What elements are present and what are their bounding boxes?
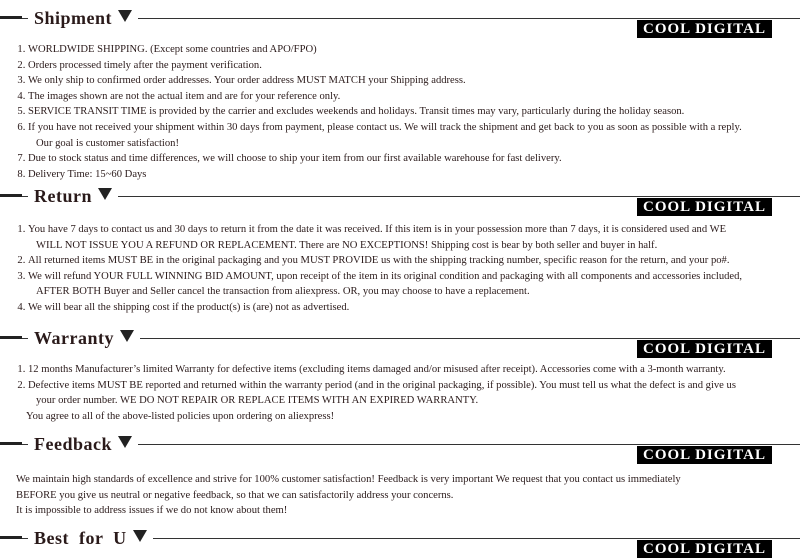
best-section: [0, 526, 800, 557]
feedback-line: BEFORE you give us neutral or negative feedback, so that we can satisfactorily address your concerns.: [16, 489, 454, 501]
warranty-note: You agree to all of the above-listed policies upon ordering on aliexpress!: [26, 410, 335, 422]
triangle-down-icon: [133, 530, 147, 542]
triangle-down-icon: [120, 330, 134, 342]
feedback-line: It is impossible to address issues if we do not know about them!: [16, 505, 288, 517]
triangle-down-icon: [118, 10, 132, 22]
warranty-list: [0, 362, 800, 409]
divider-dash: [0, 536, 22, 539]
list-item-continuation: AFTER BOTH Buyer and Seller cancel the transaction from aliexpress. OR, you may choose to have a replacement.: [36, 286, 530, 298]
list-item: 4. The images shown are not the actual item and are for your reference only.: [28, 89, 800, 105]
warranty-list-wrap: [0, 362, 800, 424]
shipment-header: [0, 6, 800, 37]
list-item: 2. All returned items MUST BE in the original packaging and you MUST PROVIDE us with the shipping tracking number, specific reason for the return, and your po#.: [28, 253, 800, 269]
return-header: [0, 184, 800, 215]
brand-badge: COOL DIGITAL: [637, 198, 772, 216]
list-item-continuation: WILL NOT ISSUE YOU A REFUND OR REPLACEMENT. There are NO EXCEPTIONS! Shipping cost is bear by both seller and buyer in half.: [36, 239, 658, 251]
list-item: 5. SERVICE TRANSIT TIME is provided by the carrier and excludes weekends and holidays. Transit times may vary, particularly during the holiday season.: [28, 104, 800, 120]
return-list: [0, 222, 800, 316]
divider-dash: [0, 336, 22, 339]
list-item-continuation: your order number. WE DO NOT REPAIR OR REPLACE ITEMS WITH AN EXPIRED WARRANTY.: [36, 395, 479, 407]
feedback-line: We maintain high standards of excellence and strive for 100% customer satisfaction! Feedback is very important We request that you contact us immediately: [16, 474, 681, 485]
best-header: [0, 526, 800, 557]
feedback-section: [0, 432, 800, 519]
list-item: 8. Delivery Time: 15~60 Days: [28, 167, 800, 183]
list-item: 1. WORLDWIDE SHIPPING. (Except some countries and APO/FPO): [28, 42, 800, 58]
brand-badge: COOL DIGITAL: [637, 446, 772, 464]
list-item: 4. We will bear all the shipping cost if the product(s) is (are) not as advertised.: [28, 300, 800, 316]
shipment-list: [0, 42, 800, 182]
list-item: 3. We only ship to confirmed order addresses. Your order address MUST MATCH your Shipping address.: [28, 73, 800, 89]
list-item: 2. Defective items MUST BE reported and returned within the warranty period (and in the original packaging, if possible). You must tell us what the defect is and give us your order number. WE DO NOT REPAIR OR REPLACE ITEMS WITH AN EXPIRED WARRANTY.: [28, 378, 800, 409]
list-item: 2. Orders processed timely after the payment verification.: [28, 58, 800, 74]
shipment-list-wrap: [0, 42, 800, 182]
list-item: 6. If you have not received your shipment within 30 days from payment, please contact us. We will track the shipment and get back to you as soon as possible with a reply. Our goal is customer satisfaction!: [28, 120, 800, 151]
list-item: 1. You have 7 days to contact us and 30 days to return it from the date it was received. If this item is in your possession more than 7 days, it is considered used and WE WILL NOT ISSUE YOU A REFUND OR REPLACEMENT. There are NO EXCEPTIONS! Shipping cost is bear by both seller and buyer in half.: [28, 222, 800, 253]
feedback-text: [0, 472, 800, 519]
brand-badge: COOL DIGITAL: [637, 20, 772, 38]
feedback-header: [0, 432, 800, 463]
list-item: 3. We will refund YOUR FULL WINNING BID AMOUNT, upon receipt of the item in its original condition and packaging with all components and accessories included, AFTER BOTH Buyer and Seller cancel the transaction from aliexpress. OR, you may choose to have a replacement.: [28, 269, 800, 300]
list-item: 7. Due to stock status and time differences, we will choose to ship your item from our first available warehouse for fast delivery.: [28, 151, 800, 167]
best-title: Best for U: [28, 526, 153, 550]
feedback-title: Feedback: [28, 432, 138, 456]
return-title: Return: [28, 184, 118, 208]
list-item: 1. 12 months Manufacturer’s limited Warranty for defective items (excluding items damaged and/or misused after receipt). Accessories come with a 3-month warranty.: [28, 362, 800, 378]
divider-dash: [0, 194, 22, 197]
shipment-title: Shipment: [28, 6, 138, 30]
warranty-section: [0, 326, 800, 424]
brand-badge: COOL DIGITAL: [637, 340, 772, 358]
warranty-header: [0, 326, 800, 357]
warranty-title: Warranty: [28, 326, 140, 350]
return-section: [0, 184, 800, 316]
triangle-down-icon: [118, 436, 132, 448]
return-list-wrap: [0, 222, 800, 316]
brand-badge: COOL DIGITAL: [637, 540, 772, 558]
list-item-continuation: Our goal is customer satisfaction!: [36, 137, 179, 149]
shipment-section: [0, 6, 800, 182]
divider: [0, 196, 800, 197]
divider-dash: [0, 442, 22, 445]
divider-dash: [0, 16, 22, 19]
triangle-down-icon: [98, 188, 112, 200]
